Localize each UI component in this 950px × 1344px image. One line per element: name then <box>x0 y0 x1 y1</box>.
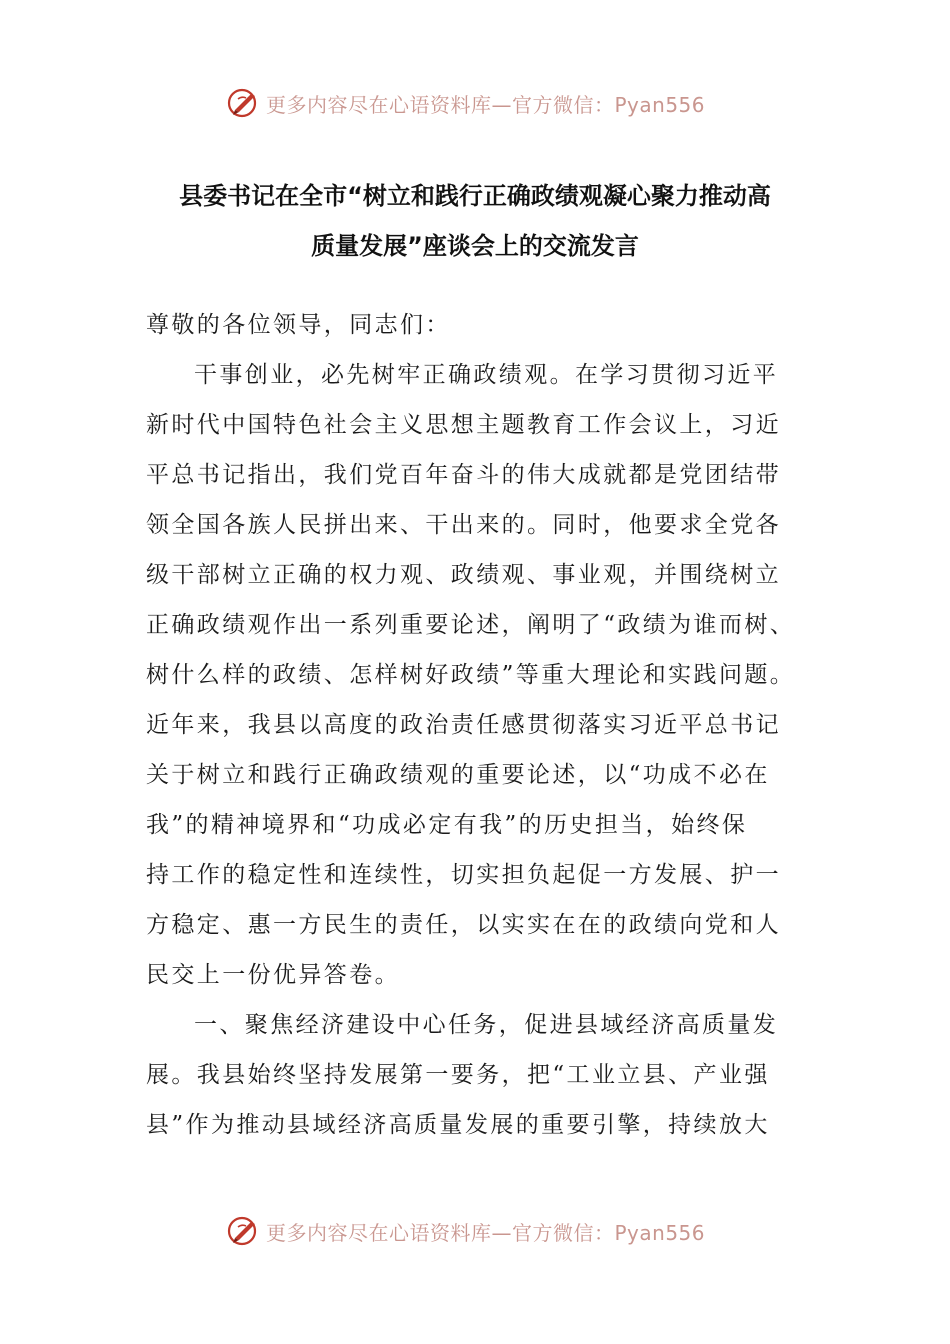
paragraph-line: 关于树立和践行正确政绩观的重要论述，以“功成不必在 <box>146 762 770 788</box>
paragraph-line: 民交上一份优异答卷。 <box>146 962 400 988</box>
paragraph-line: 新时代中国特色社会主义思想主题教育工作会议上，习近 <box>146 412 781 438</box>
paragraph-line: 平总书记指出，我们党百年奋斗的伟大成就都是党团结带 <box>146 462 781 488</box>
paragraph-line: 级干部树立正确的权力观、政绩观、事业观，并围绕树立 <box>146 562 781 588</box>
paragraph-line: 一、聚焦经济建设中心任务，促进县域经济高质量发 <box>194 1012 779 1038</box>
paragraph-line: 我”的精神境界和“功成必定有我”的历史担当，始终保 <box>146 812 748 838</box>
pen-logo-icon <box>226 85 262 121</box>
paragraph-line: 方稳定、惠一方民生的责任，以实实在在的政绩向党和人 <box>146 912 781 938</box>
header-watermark <box>226 83 705 123</box>
pen-logo-icon <box>226 1213 262 1249</box>
paragraph-line: 树什么样的政绩、怎样树好政绩”等重大理论和实践问题。 <box>146 662 796 688</box>
paragraph-line: 领全国各族人民拼出来、干出来的。同时，他要求全党各 <box>146 512 781 538</box>
document-title-line-2: 质量发展”座谈会上的交流发言 <box>311 232 639 260</box>
watermark-text: 更多内容尽在心语资料库—官方微信：Pyan556 <box>266 92 706 117</box>
document-body <box>146 300 806 1150</box>
paragraph-line: 近年来，我县以高度的政治责任感贯彻落实习近平总书记 <box>146 712 781 738</box>
footer-watermark <box>226 1211 705 1251</box>
watermark-text: 更多内容尽在心语资料库—官方微信：Pyan556 <box>266 1220 706 1245</box>
salutation: 尊敬的各位领导，同志们： <box>146 312 451 338</box>
paragraph-line: 县”作为推动县域经济高质量发展的重要引擎，持续放大 <box>146 1112 770 1138</box>
paragraph-line: 干事创业，必先树牢正确政绩观。在学习贯彻习近平 <box>194 362 779 388</box>
paragraph-line: 展。我县始终坚持发展第一要务，把“工业立县、产业强 <box>146 1062 770 1088</box>
paragraph-line: 持工作的稳定性和连续性，切实担负起促一方发展、护一 <box>146 862 781 888</box>
document-title-line-1: 县委书记在全市“树立和践行正确政绩观凝心聚力推动高 <box>179 182 771 210</box>
paragraph-line: 正确政绩观作出一系列重要论述，阐明了“政绩为谁而树、 <box>146 612 796 638</box>
